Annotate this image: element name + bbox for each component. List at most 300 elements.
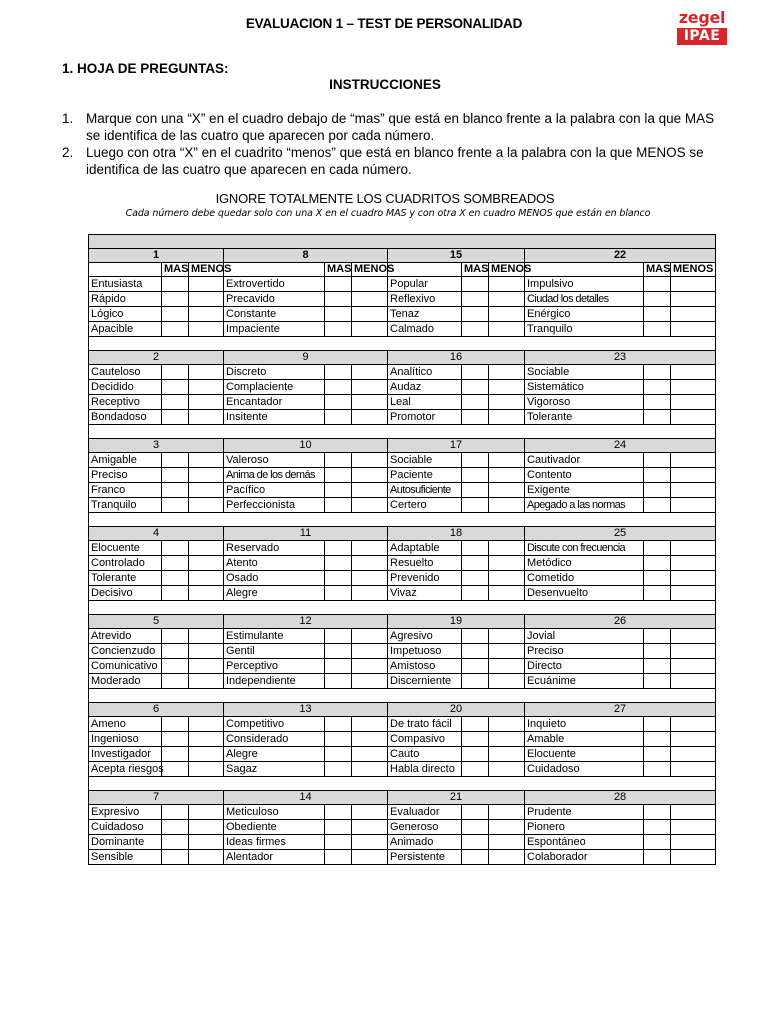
- mas-checkbox[interactable]: [325, 732, 352, 747]
- menos-checkbox[interactable]: [671, 468, 716, 483]
- mas-checkbox[interactable]: [162, 322, 189, 337]
- menos-checkbox[interactable]: [352, 277, 388, 292]
- mas-checkbox[interactable]: [162, 747, 189, 762]
- menos-checkbox[interactable]: [671, 498, 716, 513]
- mas-checkbox[interactable]: [644, 307, 671, 322]
- menos-checkbox[interactable]: [671, 395, 716, 410]
- menos-checkbox[interactable]: [489, 717, 525, 732]
- word-option: Contento: [525, 468, 644, 483]
- mas-checkbox[interactable]: [644, 410, 671, 425]
- menos-checkbox[interactable]: [671, 322, 716, 337]
- document-title: EVALUACION 1 – TEST DE PERSONALIDAD: [245, 16, 523, 31]
- menos-checkbox[interactable]: [189, 629, 224, 644]
- menos-checkbox[interactable]: [352, 307, 388, 322]
- mas-checkbox[interactable]: [325, 410, 352, 425]
- mas-checkbox[interactable]: [325, 322, 352, 337]
- word-option: Autosuficiente: [388, 483, 462, 498]
- menos-checkbox[interactable]: [352, 762, 388, 777]
- menos-checkbox[interactable]: [189, 453, 224, 468]
- menos-checkbox[interactable]: [352, 498, 388, 513]
- blank-cell: [525, 263, 644, 277]
- question-number: 5: [89, 615, 224, 629]
- mas-checkbox[interactable]: [462, 850, 489, 865]
- mas-checkbox[interactable]: [644, 629, 671, 644]
- menos-checkbox[interactable]: [189, 292, 224, 307]
- menos-checkbox[interactable]: [352, 805, 388, 820]
- word-option: Colaborador: [525, 850, 644, 865]
- menos-checkbox[interactable]: [671, 659, 716, 674]
- menos-checkbox[interactable]: [671, 365, 716, 380]
- mas-checkbox[interactable]: [325, 483, 352, 498]
- menos-checkbox[interactable]: [189, 571, 224, 586]
- mas-checkbox[interactable]: [644, 365, 671, 380]
- mas-checkbox[interactable]: [644, 571, 671, 586]
- menos-checkbox[interactable]: [189, 483, 224, 498]
- word-option: Franco: [89, 483, 162, 498]
- menos-checkbox[interactable]: [489, 835, 525, 850]
- question-number: 14: [224, 791, 388, 805]
- word-option: Perceptivo: [224, 659, 325, 674]
- mas-checkbox[interactable]: [325, 850, 352, 865]
- question-number: 12: [224, 615, 388, 629]
- menos-checkbox[interactable]: [352, 820, 388, 835]
- word-option: Osado: [224, 571, 325, 586]
- word-option: Reservado: [224, 541, 325, 556]
- menos-checkbox[interactable]: [671, 571, 716, 586]
- menos-checkbox[interactable]: [189, 307, 224, 322]
- question-number: 9: [224, 351, 388, 365]
- mas-checkbox[interactable]: [325, 820, 352, 835]
- word-option: Exigente: [525, 483, 644, 498]
- mas-checkbox[interactable]: [325, 571, 352, 586]
- menos-checkbox[interactable]: [489, 674, 525, 689]
- menos-checkbox[interactable]: [489, 292, 525, 307]
- mas-checkbox[interactable]: [325, 805, 352, 820]
- mas-checkbox[interactable]: [644, 380, 671, 395]
- word-option: Prevenido: [388, 571, 462, 586]
- mas-checkbox[interactable]: [462, 292, 489, 307]
- menos-checkbox[interactable]: [489, 762, 525, 777]
- menos-checkbox[interactable]: [671, 586, 716, 601]
- instruction-text: Marque con una “X” en el cuadro debajo de “mas” que está en blanco frente a la palabra con la que MAS se identifica de las cuatro que aparecen por cada número.: [86, 111, 715, 143]
- question-number: 10: [224, 439, 388, 453]
- menos-checkbox[interactable]: [352, 468, 388, 483]
- mas-checkbox[interactable]: [644, 322, 671, 337]
- mas-checkbox[interactable]: [462, 659, 489, 674]
- mas-checkbox[interactable]: [162, 483, 189, 498]
- menos-column-label: MENOS: [489, 263, 525, 277]
- mas-checkbox[interactable]: [644, 850, 671, 865]
- logo-zegel-text: zegel: [678, 8, 726, 27]
- mas-checkbox[interactable]: [462, 365, 489, 380]
- menos-checkbox[interactable]: [671, 380, 716, 395]
- mas-checkbox[interactable]: [162, 556, 189, 571]
- mas-checkbox[interactable]: [644, 277, 671, 292]
- menos-checkbox[interactable]: [189, 380, 224, 395]
- menos-checkbox[interactable]: [352, 629, 388, 644]
- blank-cell: [89, 337, 716, 351]
- question-number: 25: [525, 527, 716, 541]
- menos-checkbox[interactable]: [671, 541, 716, 556]
- word-row: [89, 307, 716, 322]
- menos-checkbox[interactable]: [352, 483, 388, 498]
- mas-checkbox[interactable]: [162, 850, 189, 865]
- mas-checkbox[interactable]: [162, 717, 189, 732]
- mas-checkbox[interactable]: [462, 453, 489, 468]
- menos-checkbox[interactable]: [189, 410, 224, 425]
- menos-checkbox[interactable]: [489, 805, 525, 820]
- word-option: Dominante: [89, 835, 162, 850]
- mas-checkbox[interactable]: [325, 468, 352, 483]
- mas-checkbox[interactable]: [162, 410, 189, 425]
- word-option: Cometido: [525, 571, 644, 586]
- menos-checkbox[interactable]: [189, 395, 224, 410]
- mas-checkbox[interactable]: [162, 629, 189, 644]
- menos-checkbox[interactable]: [671, 277, 716, 292]
- mas-checkbox[interactable]: [644, 468, 671, 483]
- mas-checkbox[interactable]: [644, 541, 671, 556]
- word-option: Evaluador: [388, 805, 462, 820]
- mas-checkbox[interactable]: [462, 717, 489, 732]
- word-option: Tolerante: [89, 571, 162, 586]
- mas-checkbox[interactable]: [462, 732, 489, 747]
- word-row: [89, 820, 716, 835]
- mas-checkbox[interactable]: [162, 277, 189, 292]
- menos-checkbox[interactable]: [352, 556, 388, 571]
- word-option: Sociable: [525, 365, 644, 380]
- menos-checkbox[interactable]: [489, 586, 525, 601]
- word-option: Ameno: [89, 717, 162, 732]
- menos-checkbox[interactable]: [352, 571, 388, 586]
- menos-checkbox[interactable]: [671, 556, 716, 571]
- mas-checkbox[interactable]: [644, 820, 671, 835]
- mas-checkbox[interactable]: [644, 483, 671, 498]
- word-option: Adaptable: [388, 541, 462, 556]
- menos-checkbox[interactable]: [189, 586, 224, 601]
- menos-checkbox[interactable]: [489, 410, 525, 425]
- menos-checkbox[interactable]: [352, 586, 388, 601]
- menos-checkbox[interactable]: [352, 453, 388, 468]
- word-option: Cuidadoso: [525, 762, 644, 777]
- mas-checkbox[interactable]: [462, 498, 489, 513]
- menos-checkbox[interactable]: [189, 365, 224, 380]
- mas-checkbox[interactable]: [162, 674, 189, 689]
- menos-checkbox[interactable]: [352, 322, 388, 337]
- mas-checkbox[interactable]: [644, 556, 671, 571]
- word-option: Independiente: [224, 674, 325, 689]
- mas-checkbox[interactable]: [162, 586, 189, 601]
- mas-checkbox[interactable]: [162, 644, 189, 659]
- mas-checkbox[interactable]: [325, 556, 352, 571]
- mas-checkbox[interactable]: [162, 292, 189, 307]
- question-number: 1: [89, 249, 224, 263]
- mas-checkbox[interactable]: [162, 380, 189, 395]
- menos-checkbox[interactable]: [189, 556, 224, 571]
- mas-checkbox[interactable]: [644, 762, 671, 777]
- ignore-note: IGNORE TOTALMENTE LOS CUADRITOS SOMBREADOS: [215, 191, 555, 206]
- menos-checkbox[interactable]: [671, 820, 716, 835]
- word-option: Amistoso: [388, 659, 462, 674]
- menos-checkbox[interactable]: [189, 541, 224, 556]
- menos-checkbox[interactable]: [489, 659, 525, 674]
- menos-checkbox[interactable]: [189, 659, 224, 674]
- mas-checkbox[interactable]: [325, 747, 352, 762]
- menos-checkbox[interactable]: [489, 307, 525, 322]
- mas-checkbox[interactable]: [462, 820, 489, 835]
- menos-checkbox[interactable]: [489, 322, 525, 337]
- mas-checkbox[interactable]: [162, 659, 189, 674]
- menos-checkbox[interactable]: [189, 820, 224, 835]
- mas-checkbox[interactable]: [462, 468, 489, 483]
- question-number: 2: [89, 351, 224, 365]
- menos-checkbox[interactable]: [489, 732, 525, 747]
- menos-checkbox[interactable]: [352, 732, 388, 747]
- word-option: Directo: [525, 659, 644, 674]
- menos-checkbox[interactable]: [189, 835, 224, 850]
- menos-checkbox[interactable]: [671, 483, 716, 498]
- blank-cell: [89, 777, 716, 791]
- menos-checkbox[interactable]: [671, 453, 716, 468]
- mas-checkbox[interactable]: [644, 644, 671, 659]
- mas-checkbox[interactable]: [462, 586, 489, 601]
- menos-checkbox[interactable]: [352, 850, 388, 865]
- menos-checkbox[interactable]: [671, 717, 716, 732]
- word-row: [89, 586, 716, 601]
- mas-checkbox[interactable]: [462, 571, 489, 586]
- word-option: Decisivo: [89, 586, 162, 601]
- mas-checkbox[interactable]: [162, 395, 189, 410]
- menos-checkbox[interactable]: [352, 395, 388, 410]
- menos-checkbox[interactable]: [489, 380, 525, 395]
- mas-checkbox[interactable]: [325, 498, 352, 513]
- mas-checkbox[interactable]: [162, 820, 189, 835]
- menos-checkbox[interactable]: [671, 835, 716, 850]
- mas-menos-header-row: [89, 263, 716, 277]
- menos-checkbox[interactable]: [352, 410, 388, 425]
- mas-checkbox[interactable]: [462, 483, 489, 498]
- menos-checkbox[interactable]: [352, 674, 388, 689]
- menos-checkbox[interactable]: [671, 732, 716, 747]
- question-number: 13: [224, 703, 388, 717]
- menos-checkbox[interactable]: [189, 747, 224, 762]
- menos-checkbox[interactable]: [671, 805, 716, 820]
- menos-checkbox[interactable]: [352, 835, 388, 850]
- word-option: Impaciente: [224, 322, 325, 337]
- menos-checkbox[interactable]: [352, 747, 388, 762]
- word-option: Receptivo: [89, 395, 162, 410]
- mas-checkbox[interactable]: [325, 674, 352, 689]
- mas-checkbox[interactable]: [462, 629, 489, 644]
- word-option: Generoso: [388, 820, 462, 835]
- mas-column-label: MAS: [162, 263, 189, 277]
- menos-checkbox[interactable]: [489, 629, 525, 644]
- mas-checkbox[interactable]: [644, 498, 671, 513]
- menos-checkbox[interactable]: [352, 380, 388, 395]
- question-number: 3: [89, 439, 224, 453]
- mas-checkbox[interactable]: [462, 805, 489, 820]
- word-row: [89, 835, 716, 850]
- mas-checkbox[interactable]: [162, 835, 189, 850]
- menos-checkbox[interactable]: [671, 762, 716, 777]
- menos-checkbox[interactable]: [671, 410, 716, 425]
- mas-checkbox[interactable]: [462, 541, 489, 556]
- menos-column-label: MENOS: [189, 263, 224, 277]
- menos-checkbox[interactable]: [671, 644, 716, 659]
- menos-checkbox[interactable]: [489, 820, 525, 835]
- menos-checkbox[interactable]: [671, 850, 716, 865]
- mas-column-label: MAS: [644, 263, 671, 277]
- mas-checkbox[interactable]: [325, 307, 352, 322]
- mas-checkbox[interactable]: [162, 365, 189, 380]
- mas-checkbox[interactable]: [325, 629, 352, 644]
- mas-checkbox[interactable]: [462, 644, 489, 659]
- mas-checkbox[interactable]: [162, 468, 189, 483]
- menos-checkbox[interactable]: [352, 365, 388, 380]
- group-header-row: [89, 439, 716, 453]
- menos-checkbox[interactable]: [352, 292, 388, 307]
- mas-checkbox[interactable]: [644, 835, 671, 850]
- mas-checkbox[interactable]: [162, 453, 189, 468]
- mas-checkbox[interactable]: [325, 659, 352, 674]
- mas-checkbox[interactable]: [325, 644, 352, 659]
- menos-checkbox[interactable]: [671, 629, 716, 644]
- menos-checkbox[interactable]: [352, 644, 388, 659]
- menos-checkbox[interactable]: [671, 747, 716, 762]
- menos-checkbox[interactable]: [189, 805, 224, 820]
- menos-checkbox[interactable]: [671, 674, 716, 689]
- mas-checkbox[interactable]: [162, 805, 189, 820]
- mas-checkbox[interactable]: [462, 410, 489, 425]
- instruction-number: 2.: [62, 145, 74, 160]
- question-number: 26: [525, 615, 716, 629]
- mas-checkbox[interactable]: [644, 395, 671, 410]
- mas-checkbox[interactable]: [325, 365, 352, 380]
- mas-checkbox[interactable]: [325, 762, 352, 777]
- mas-checkbox[interactable]: [325, 292, 352, 307]
- mas-checkbox[interactable]: [462, 747, 489, 762]
- menos-column-label: MENOS: [671, 263, 716, 277]
- menos-checkbox[interactable]: [489, 644, 525, 659]
- menos-checkbox[interactable]: [671, 307, 716, 322]
- menos-checkbox[interactable]: [489, 483, 525, 498]
- mas-checkbox[interactable]: [325, 277, 352, 292]
- mas-checkbox[interactable]: [162, 541, 189, 556]
- mas-checkbox[interactable]: [644, 732, 671, 747]
- menos-checkbox[interactable]: [189, 498, 224, 513]
- menos-checkbox[interactable]: [189, 468, 224, 483]
- mas-checkbox[interactable]: [644, 586, 671, 601]
- mas-checkbox[interactable]: [462, 322, 489, 337]
- mas-checkbox[interactable]: [644, 717, 671, 732]
- mas-checkbox[interactable]: [325, 717, 352, 732]
- menos-checkbox[interactable]: [189, 277, 224, 292]
- mas-checkbox[interactable]: [462, 277, 489, 292]
- word-option: Concienzudo: [89, 644, 162, 659]
- word-option: Competitivo: [224, 717, 325, 732]
- mas-checkbox[interactable]: [325, 541, 352, 556]
- mas-checkbox[interactable]: [644, 453, 671, 468]
- mas-checkbox[interactable]: [644, 292, 671, 307]
- word-row: [89, 483, 716, 498]
- mas-checkbox[interactable]: [644, 805, 671, 820]
- menos-checkbox[interactable]: [352, 541, 388, 556]
- mas-column-label: MAS: [325, 263, 352, 277]
- menos-checkbox[interactable]: [489, 395, 525, 410]
- menos-checkbox[interactable]: [189, 644, 224, 659]
- mas-checkbox[interactable]: [325, 395, 352, 410]
- word-option: Discute con frecuencia: [525, 541, 644, 556]
- mas-checkbox[interactable]: [644, 747, 671, 762]
- menos-checkbox[interactable]: [489, 571, 525, 586]
- mas-checkbox[interactable]: [325, 586, 352, 601]
- mas-checkbox[interactable]: [325, 453, 352, 468]
- table-top-band: [89, 235, 716, 249]
- instruction-1: [62, 110, 717, 144]
- word-option: Discreto: [224, 365, 325, 380]
- menos-checkbox[interactable]: [489, 541, 525, 556]
- menos-checkbox[interactable]: [489, 850, 525, 865]
- instruction-2: [62, 144, 717, 178]
- menos-checkbox[interactable]: [352, 659, 388, 674]
- menos-checkbox[interactable]: [489, 277, 525, 292]
- menos-checkbox[interactable]: [189, 850, 224, 865]
- menos-checkbox[interactable]: [189, 322, 224, 337]
- menos-checkbox[interactable]: [189, 762, 224, 777]
- menos-checkbox[interactable]: [671, 292, 716, 307]
- mas-checkbox[interactable]: [462, 380, 489, 395]
- mas-checkbox[interactable]: [462, 762, 489, 777]
- menos-checkbox[interactable]: [189, 717, 224, 732]
- shaded-cell: [89, 235, 716, 249]
- mas-checkbox[interactable]: [162, 762, 189, 777]
- menos-checkbox[interactable]: [489, 498, 525, 513]
- word-option: Encantador: [224, 395, 325, 410]
- mas-checkbox[interactable]: [162, 571, 189, 586]
- spacer-row: [89, 337, 716, 351]
- group-header-row: [89, 791, 716, 805]
- question-number: 24: [525, 439, 716, 453]
- mas-checkbox[interactable]: [325, 835, 352, 850]
- menos-checkbox[interactable]: [189, 674, 224, 689]
- menos-checkbox[interactable]: [489, 468, 525, 483]
- menos-checkbox[interactable]: [489, 453, 525, 468]
- word-option: Tranquilo: [89, 498, 162, 513]
- word-row: [89, 410, 716, 425]
- menos-checkbox[interactable]: [489, 747, 525, 762]
- mas-checkbox[interactable]: [462, 674, 489, 689]
- mas-checkbox[interactable]: [162, 498, 189, 513]
- word-option: Certero: [388, 498, 462, 513]
- menos-checkbox[interactable]: [352, 717, 388, 732]
- mas-checkbox[interactable]: [462, 835, 489, 850]
- mas-checkbox[interactable]: [325, 380, 352, 395]
- menos-checkbox[interactable]: [489, 365, 525, 380]
- mas-checkbox[interactable]: [162, 732, 189, 747]
- mas-checkbox[interactable]: [644, 659, 671, 674]
- question-number: 16: [388, 351, 525, 365]
- word-option: Ingenioso: [89, 732, 162, 747]
- word-option: Sociable: [388, 453, 462, 468]
- menos-checkbox[interactable]: [489, 556, 525, 571]
- mas-checkbox[interactable]: [462, 307, 489, 322]
- word-row: [89, 380, 716, 395]
- mas-checkbox[interactable]: [462, 395, 489, 410]
- word-option: Decidido: [89, 380, 162, 395]
- menos-checkbox[interactable]: [189, 732, 224, 747]
- mas-checkbox[interactable]: [462, 556, 489, 571]
- mas-checkbox[interactable]: [644, 674, 671, 689]
- mas-checkbox[interactable]: [162, 307, 189, 322]
